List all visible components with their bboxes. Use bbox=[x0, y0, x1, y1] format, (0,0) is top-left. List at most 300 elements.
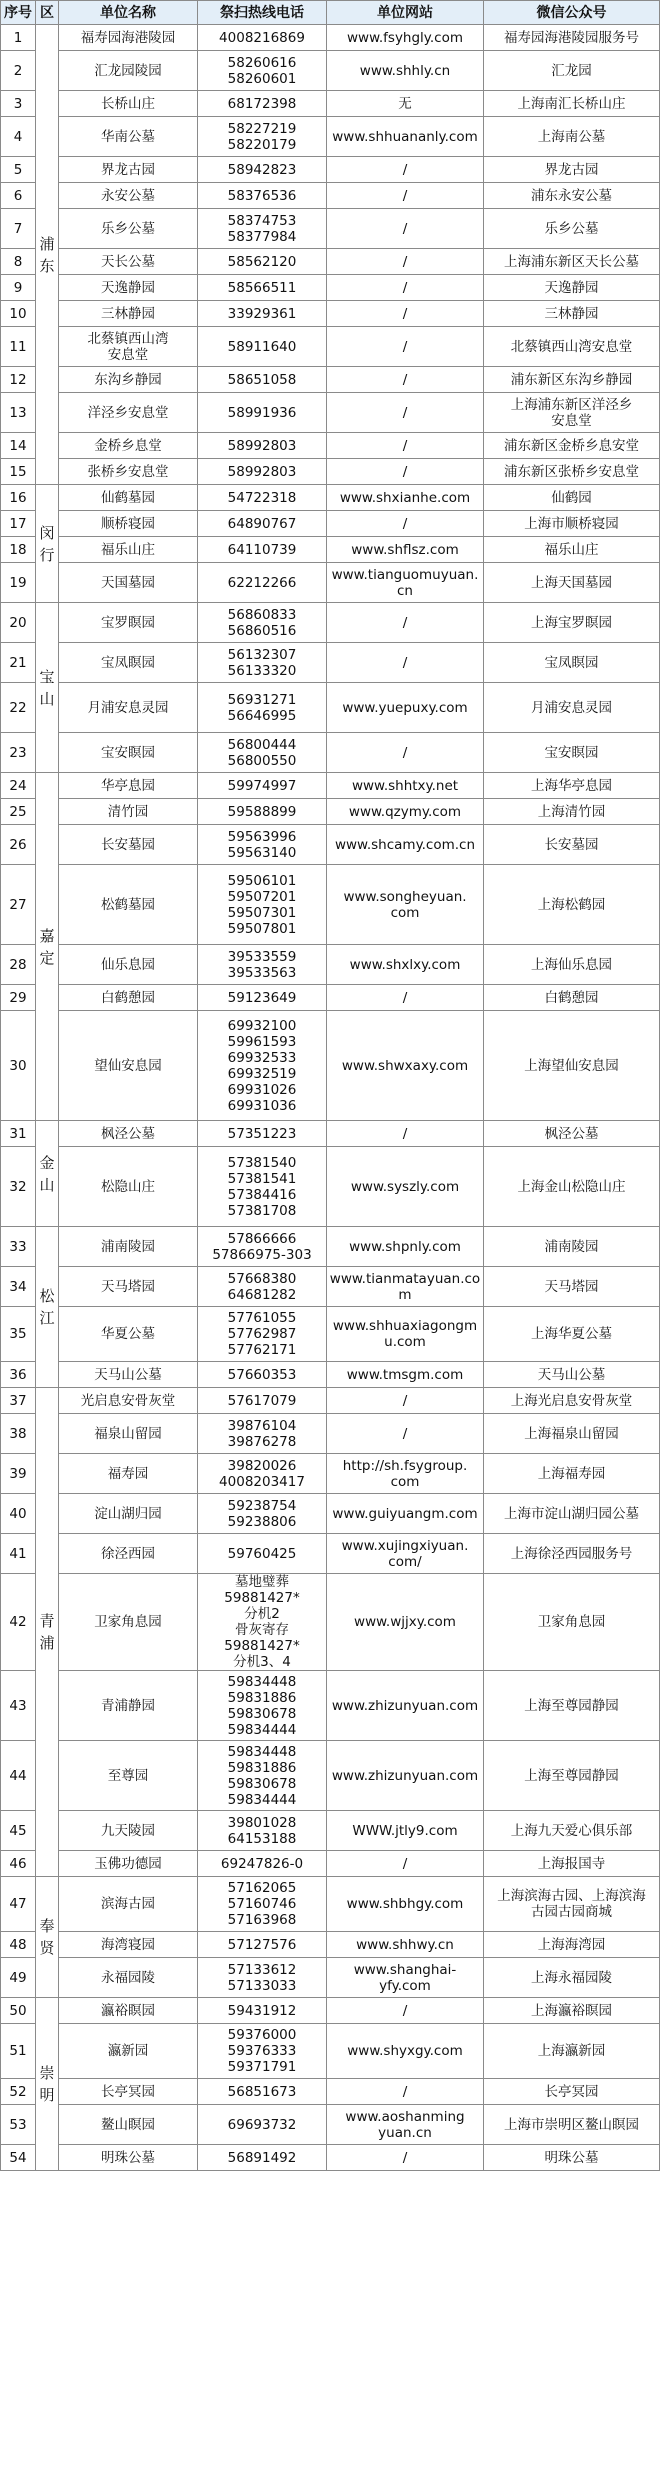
wechat-account: 上海浦东新区洋泾乡 安息堂 bbox=[484, 393, 660, 433]
unit-name: 至尊园 bbox=[59, 1741, 198, 1811]
table-row bbox=[1, 1388, 660, 1414]
unit-name: 北蔡镇西山湾 安息堂 bbox=[59, 327, 198, 367]
website: www.aoshanming yuan.cn bbox=[327, 2105, 484, 2145]
website: / bbox=[327, 985, 484, 1011]
website: / bbox=[327, 1121, 484, 1147]
website: / bbox=[327, 1414, 484, 1454]
wechat-account: 上海徐泾西园服务号 bbox=[484, 1534, 660, 1574]
wechat-account: 上海至尊园静园 bbox=[484, 1671, 660, 1741]
wechat-account: 上海南汇长桥山庄 bbox=[484, 91, 660, 117]
wechat-account: 福乐山庄 bbox=[484, 537, 660, 563]
row-number: 20 bbox=[1, 603, 36, 643]
row-number: 47 bbox=[1, 1877, 36, 1932]
hotline-phone: 58227219 58220179 bbox=[198, 117, 327, 157]
hotline-phone: 57660353 bbox=[198, 1362, 327, 1388]
table-row bbox=[1, 1362, 660, 1388]
row-number: 17 bbox=[1, 511, 36, 537]
unit-name: 白鹤憩园 bbox=[59, 985, 198, 1011]
hotline-phone: 56891492 bbox=[198, 2145, 327, 2171]
unit-name: 光启息安骨灰堂 bbox=[59, 1388, 198, 1414]
row-number: 11 bbox=[1, 327, 36, 367]
hotline-phone: 59834448 59831886 59830678 59834444 bbox=[198, 1671, 327, 1741]
hotline-phone: 69932100 59961593 69932533 69932519 69931026 69931036 bbox=[198, 1011, 327, 1121]
hotline-phone: 59588899 bbox=[198, 799, 327, 825]
website: / bbox=[327, 459, 484, 485]
unit-name: 仙鹤墓园 bbox=[59, 485, 198, 511]
unit-name: 卫家角息园 bbox=[59, 1574, 198, 1671]
website: / bbox=[327, 183, 484, 209]
unit-name: 三林静园 bbox=[59, 301, 198, 327]
table-body bbox=[1, 25, 660, 2171]
unit-name: 福寿园海港陵园 bbox=[59, 25, 198, 51]
hotline-phone: 59834448 59831886 59830678 59834444 bbox=[198, 1741, 327, 1811]
hotline-phone: 58942823 bbox=[198, 157, 327, 183]
row-number: 31 bbox=[1, 1121, 36, 1147]
row-number: 54 bbox=[1, 2145, 36, 2171]
hotline-phone: 59376000 59376333 59371791 bbox=[198, 2024, 327, 2079]
hotline-phone: 57668380 64681282 bbox=[198, 1267, 327, 1307]
row-number: 14 bbox=[1, 433, 36, 459]
website: www.shpnly.com bbox=[327, 1227, 484, 1267]
wechat-account: 仙鹤园 bbox=[484, 485, 660, 511]
hotline-phone: 54722318 bbox=[198, 485, 327, 511]
row-number: 8 bbox=[1, 249, 36, 275]
wechat-account: 上海至尊园静园 bbox=[484, 1741, 660, 1811]
wechat-account: 乐乡公墓 bbox=[484, 209, 660, 249]
website: www.shanghai- yfy.com bbox=[327, 1958, 484, 1998]
unit-name: 福寿园 bbox=[59, 1454, 198, 1494]
website: www.shhtxy.net bbox=[327, 773, 484, 799]
unit-name: 天长公墓 bbox=[59, 249, 198, 275]
wechat-account: 浦东新区张桥乡安息堂 bbox=[484, 459, 660, 485]
wechat-account: 宝安瞑园 bbox=[484, 733, 660, 773]
hotline-phone: 57381540 57381541 57384416 57381708 bbox=[198, 1147, 327, 1227]
row-number: 26 bbox=[1, 825, 36, 865]
hotline-phone: 59974997 bbox=[198, 773, 327, 799]
table-row bbox=[1, 1851, 660, 1877]
unit-name: 顺桥寝园 bbox=[59, 511, 198, 537]
unit-name: 天逸静园 bbox=[59, 275, 198, 301]
wechat-account: 上海金山松隐山庄 bbox=[484, 1147, 660, 1227]
website: / bbox=[327, 157, 484, 183]
table-row bbox=[1, 1227, 660, 1267]
unit-name: 天马山公墓 bbox=[59, 1362, 198, 1388]
header-no: 序号 bbox=[1, 1, 36, 25]
district-cell: 奉 贤 bbox=[36, 1877, 59, 1998]
hotline-phone: 39801028 64153188 bbox=[198, 1811, 327, 1851]
table-row bbox=[1, 945, 660, 985]
unit-name: 华夏公墓 bbox=[59, 1307, 198, 1362]
row-number: 9 bbox=[1, 275, 36, 301]
row-number: 42 bbox=[1, 1574, 36, 1671]
unit-name: 洋泾乡安息堂 bbox=[59, 393, 198, 433]
website: www.fsyhgly.com bbox=[327, 25, 484, 51]
unit-name: 乐乡公墓 bbox=[59, 209, 198, 249]
row-number: 46 bbox=[1, 1851, 36, 1877]
district-cell: 浦 东 bbox=[36, 25, 59, 485]
hotline-phone: 58562120 bbox=[198, 249, 327, 275]
website: www.xujingxiyuan. com/ bbox=[327, 1534, 484, 1574]
website: www.guiyuangm.com bbox=[327, 1494, 484, 1534]
website: / bbox=[327, 2145, 484, 2171]
unit-name: 瀛新园 bbox=[59, 2024, 198, 2079]
hotline-phone: 56860833 56860516 bbox=[198, 603, 327, 643]
row-number: 51 bbox=[1, 2024, 36, 2079]
website: / bbox=[327, 367, 484, 393]
row-number: 3 bbox=[1, 91, 36, 117]
website: www.shhuaxiagongm u.com bbox=[327, 1307, 484, 1362]
hotline-phone: 39820026 4008203417 bbox=[198, 1454, 327, 1494]
website: www.shhly.cn bbox=[327, 51, 484, 91]
wechat-account: 卫家角息园 bbox=[484, 1574, 660, 1671]
website: www.shyxgy.com bbox=[327, 2024, 484, 2079]
wechat-account: 长安墓园 bbox=[484, 825, 660, 865]
wechat-account: 浦东新区东沟乡静园 bbox=[484, 367, 660, 393]
table-row bbox=[1, 1121, 660, 1147]
row-number: 15 bbox=[1, 459, 36, 485]
table-row bbox=[1, 275, 660, 301]
hotline-phone: 58376536 bbox=[198, 183, 327, 209]
table-row bbox=[1, 563, 660, 603]
wechat-account: 上海松鹤园 bbox=[484, 865, 660, 945]
website: / bbox=[327, 301, 484, 327]
row-number: 28 bbox=[1, 945, 36, 985]
table-row bbox=[1, 1454, 660, 1494]
hotline-phone: 57617079 bbox=[198, 1388, 327, 1414]
table-row bbox=[1, 603, 660, 643]
hotline-phone: 56132307 56133320 bbox=[198, 643, 327, 683]
website: www.shcamy.com.cn bbox=[327, 825, 484, 865]
wechat-account: 上海华亭息园 bbox=[484, 773, 660, 799]
unit-name: 金桥乡息堂 bbox=[59, 433, 198, 459]
website: www.shhuananly.com bbox=[327, 117, 484, 157]
row-number: 13 bbox=[1, 393, 36, 433]
row-number: 50 bbox=[1, 1998, 36, 2024]
hotline-phone: 59760425 bbox=[198, 1534, 327, 1574]
row-number: 12 bbox=[1, 367, 36, 393]
unit-name: 瀛裕瞑园 bbox=[59, 1998, 198, 2024]
header-wechat: 微信公众号 bbox=[484, 1, 660, 25]
row-number: 39 bbox=[1, 1454, 36, 1494]
hotline-phone: 69693732 bbox=[198, 2105, 327, 2145]
unit-name: 青浦静园 bbox=[59, 1671, 198, 1741]
unit-name: 枫泾公墓 bbox=[59, 1121, 198, 1147]
wechat-account: 上海永福园陵 bbox=[484, 1958, 660, 1998]
hotline-phone: 59238754 59238806 bbox=[198, 1494, 327, 1534]
website: www.zhizunyuan.com bbox=[327, 1741, 484, 1811]
wechat-account: 上海清竹园 bbox=[484, 799, 660, 825]
hotline-phone: 58260616 58260601 bbox=[198, 51, 327, 91]
hotline-phone: 59563996 59563140 bbox=[198, 825, 327, 865]
wechat-account: 月浦安息灵园 bbox=[484, 683, 660, 733]
row-number: 22 bbox=[1, 683, 36, 733]
row-number: 10 bbox=[1, 301, 36, 327]
row-number: 16 bbox=[1, 485, 36, 511]
unit-name: 鳌山瞑园 bbox=[59, 2105, 198, 2145]
hotline-phone: 57351223 bbox=[198, 1121, 327, 1147]
row-number: 23 bbox=[1, 733, 36, 773]
wechat-account: 上海望仙安息园 bbox=[484, 1011, 660, 1121]
unit-name: 天马塔园 bbox=[59, 1267, 198, 1307]
unit-name: 明珠公墓 bbox=[59, 2145, 198, 2171]
website: www.qzymy.com bbox=[327, 799, 484, 825]
row-number: 18 bbox=[1, 537, 36, 563]
hotline-phone: 58566511 bbox=[198, 275, 327, 301]
hotline-phone: 33929361 bbox=[198, 301, 327, 327]
website: www.shxlxy.com bbox=[327, 945, 484, 985]
hotline-phone: 57866666 57866975-303 bbox=[198, 1227, 327, 1267]
unit-name: 松鹤墓园 bbox=[59, 865, 198, 945]
hotline-phone: 64110739 bbox=[198, 537, 327, 563]
row-number: 36 bbox=[1, 1362, 36, 1388]
table-row bbox=[1, 799, 660, 825]
table-row bbox=[1, 249, 660, 275]
row-number: 32 bbox=[1, 1147, 36, 1227]
hotline-phone: 58374753 58377984 bbox=[198, 209, 327, 249]
table-row bbox=[1, 2024, 660, 2079]
website: / bbox=[327, 249, 484, 275]
hotline-phone: 39876104 39876278 bbox=[198, 1414, 327, 1454]
table-row bbox=[1, 1147, 660, 1227]
unit-name: 汇龙园陵园 bbox=[59, 51, 198, 91]
website: www.shflsz.com bbox=[327, 537, 484, 563]
table-row bbox=[1, 511, 660, 537]
wechat-account: 上海滨海古园、上海滨海 古园古园商城 bbox=[484, 1877, 660, 1932]
hotline-phone: 68172398 bbox=[198, 91, 327, 117]
wechat-account: 上海报国寺 bbox=[484, 1851, 660, 1877]
table-row bbox=[1, 91, 660, 117]
row-number: 19 bbox=[1, 563, 36, 603]
table-row bbox=[1, 117, 660, 157]
wechat-account: 上海华夏公墓 bbox=[484, 1307, 660, 1362]
table-row bbox=[1, 733, 660, 773]
district-cell: 嘉 定 bbox=[36, 773, 59, 1121]
wechat-account: 浦东永安公墓 bbox=[484, 183, 660, 209]
wechat-account: 天马塔园 bbox=[484, 1267, 660, 1307]
table-row bbox=[1, 1932, 660, 1958]
website: www.tianmatayuan.co m bbox=[327, 1267, 484, 1307]
unit-name: 永安公墓 bbox=[59, 183, 198, 209]
row-number: 38 bbox=[1, 1414, 36, 1454]
table-row bbox=[1, 157, 660, 183]
district-cell: 崇 明 bbox=[36, 1998, 59, 2171]
row-number: 34 bbox=[1, 1267, 36, 1307]
website: / bbox=[327, 433, 484, 459]
table-row bbox=[1, 393, 660, 433]
wechat-account: 枫泾公墓 bbox=[484, 1121, 660, 1147]
hotline-phone: 58911640 bbox=[198, 327, 327, 367]
hotline-phone: 62212266 bbox=[198, 563, 327, 603]
wechat-account: 上海浦东新区天长公墓 bbox=[484, 249, 660, 275]
hotline-phone: 57761055 57762987 57762171 bbox=[198, 1307, 327, 1362]
district-cell: 金 山 bbox=[36, 1121, 59, 1227]
unit-name: 玉佛功德园 bbox=[59, 1851, 198, 1877]
website: / bbox=[327, 209, 484, 249]
unit-name: 宝罗瞑园 bbox=[59, 603, 198, 643]
unit-name: 福乐山庄 bbox=[59, 537, 198, 563]
unit-name: 滨海古园 bbox=[59, 1877, 198, 1932]
website: / bbox=[327, 1851, 484, 1877]
hotline-phone: 64890767 bbox=[198, 511, 327, 537]
unit-name: 徐泾西园 bbox=[59, 1534, 198, 1574]
hotline-phone: 56800444 56800550 bbox=[198, 733, 327, 773]
hotline-phone: 4008216869 bbox=[198, 25, 327, 51]
hotline-phone: 56931271 56646995 bbox=[198, 683, 327, 733]
row-number: 7 bbox=[1, 209, 36, 249]
wechat-account: 上海市顺桥寝园 bbox=[484, 511, 660, 537]
wechat-account: 三林静园 bbox=[484, 301, 660, 327]
table-row bbox=[1, 327, 660, 367]
district-cell: 青 浦 bbox=[36, 1388, 59, 1877]
wechat-account: 上海瀛裕瞑园 bbox=[484, 1998, 660, 2024]
row-number: 53 bbox=[1, 2105, 36, 2145]
hotline-phone: 56851673 bbox=[198, 2079, 327, 2105]
row-number: 37 bbox=[1, 1388, 36, 1414]
table-row bbox=[1, 1534, 660, 1574]
wechat-account: 上海南公墓 bbox=[484, 117, 660, 157]
district-cell: 闵 行 bbox=[36, 485, 59, 603]
wechat-account: 明珠公墓 bbox=[484, 2145, 660, 2171]
row-number: 41 bbox=[1, 1534, 36, 1574]
wechat-account: 上海福寿园 bbox=[484, 1454, 660, 1494]
website: / bbox=[327, 733, 484, 773]
unit-name: 九天陵园 bbox=[59, 1811, 198, 1851]
hotline-phone: 58651058 bbox=[198, 367, 327, 393]
table-row bbox=[1, 1877, 660, 1932]
header-name: 单位名称 bbox=[59, 1, 198, 25]
website: www.zhizunyuan.com bbox=[327, 1671, 484, 1741]
table-row bbox=[1, 1998, 660, 2024]
unit-name: 华亭息园 bbox=[59, 773, 198, 799]
table-row bbox=[1, 643, 660, 683]
header-row bbox=[1, 1, 660, 25]
table-row bbox=[1, 865, 660, 945]
unit-name: 宝安瞑园 bbox=[59, 733, 198, 773]
website: / bbox=[327, 275, 484, 301]
unit-name: 长桥山庄 bbox=[59, 91, 198, 117]
unit-name: 松隐山庄 bbox=[59, 1147, 198, 1227]
wechat-account: 界龙古园 bbox=[484, 157, 660, 183]
website: www.wjjxy.com bbox=[327, 1574, 484, 1671]
website: www.tmsgm.com bbox=[327, 1362, 484, 1388]
hotline-phone: 57133612 57133033 bbox=[198, 1958, 327, 1998]
website: www.shbhgy.com bbox=[327, 1877, 484, 1932]
unit-name: 浦南陵园 bbox=[59, 1227, 198, 1267]
row-number: 29 bbox=[1, 985, 36, 1011]
table-row bbox=[1, 2079, 660, 2105]
wechat-account: 天逸静园 bbox=[484, 275, 660, 301]
row-number: 5 bbox=[1, 157, 36, 183]
unit-name: 永福园陵 bbox=[59, 1958, 198, 1998]
wechat-account: 浦东新区金桥乡息安堂 bbox=[484, 433, 660, 459]
wechat-account: 上海九天爱心俱乐部 bbox=[484, 1811, 660, 1851]
wechat-account: 天马山公墓 bbox=[484, 1362, 660, 1388]
unit-name: 仙乐息园 bbox=[59, 945, 198, 985]
website: / bbox=[327, 643, 484, 683]
row-number: 43 bbox=[1, 1671, 36, 1741]
district-cell: 宝 山 bbox=[36, 603, 59, 773]
district-cell: 松 江 bbox=[36, 1227, 59, 1388]
wechat-account: 长亭冥园 bbox=[484, 2079, 660, 2105]
unit-name: 淀山湖归园 bbox=[59, 1494, 198, 1534]
website: WWW.jtly9.com bbox=[327, 1811, 484, 1851]
unit-name: 东沟乡静园 bbox=[59, 367, 198, 393]
website: / bbox=[327, 1388, 484, 1414]
website: www.songheyuan. com bbox=[327, 865, 484, 945]
table-row bbox=[1, 367, 660, 393]
website: www.tianguomuyuan. cn bbox=[327, 563, 484, 603]
table-row bbox=[1, 459, 660, 485]
wechat-account: 浦南陵园 bbox=[484, 1227, 660, 1267]
table-row bbox=[1, 1741, 660, 1811]
website: 无 bbox=[327, 91, 484, 117]
table-row bbox=[1, 683, 660, 733]
table-row bbox=[1, 433, 660, 459]
row-number: 44 bbox=[1, 1741, 36, 1811]
table-row bbox=[1, 773, 660, 799]
wechat-account: 上海仙乐息园 bbox=[484, 945, 660, 985]
website: / bbox=[327, 393, 484, 433]
unit-name: 月浦安息灵园 bbox=[59, 683, 198, 733]
table-row bbox=[1, 1307, 660, 1362]
wechat-account: 上海天国墓园 bbox=[484, 563, 660, 603]
website: www.shxianhe.com bbox=[327, 485, 484, 511]
website: / bbox=[327, 511, 484, 537]
table-row bbox=[1, 1958, 660, 1998]
row-number: 27 bbox=[1, 865, 36, 945]
row-number: 52 bbox=[1, 2079, 36, 2105]
row-number: 49 bbox=[1, 1958, 36, 1998]
unit-name: 福泉山留园 bbox=[59, 1414, 198, 1454]
row-number: 40 bbox=[1, 1494, 36, 1534]
row-number: 1 bbox=[1, 25, 36, 51]
table-row bbox=[1, 51, 660, 91]
unit-name: 长亭冥园 bbox=[59, 2079, 198, 2105]
hotline-phone: 58992803 bbox=[198, 459, 327, 485]
hotline-phone: 59431912 bbox=[198, 1998, 327, 2024]
wechat-account: 上海光启息安骨灰堂 bbox=[484, 1388, 660, 1414]
table-row bbox=[1, 985, 660, 1011]
hotline-phone: 39533559 39533563 bbox=[198, 945, 327, 985]
table-row bbox=[1, 2105, 660, 2145]
table-row bbox=[1, 825, 660, 865]
wechat-account: 汇龙园 bbox=[484, 51, 660, 91]
row-number: 45 bbox=[1, 1811, 36, 1851]
unit-name: 宝凤瞑园 bbox=[59, 643, 198, 683]
unit-name: 天国墓园 bbox=[59, 563, 198, 603]
unit-name: 张桥乡安息堂 bbox=[59, 459, 198, 485]
table-row bbox=[1, 301, 660, 327]
header-district: 区 bbox=[36, 1, 59, 25]
table-row bbox=[1, 1011, 660, 1121]
website: www.yuepuxy.com bbox=[327, 683, 484, 733]
row-number: 48 bbox=[1, 1932, 36, 1958]
row-number: 24 bbox=[1, 773, 36, 799]
website: / bbox=[327, 2079, 484, 2105]
wechat-account: 上海海湾园 bbox=[484, 1932, 660, 1958]
website: http://sh.fsygroup. com bbox=[327, 1454, 484, 1494]
table-row bbox=[1, 1267, 660, 1307]
row-number: 35 bbox=[1, 1307, 36, 1362]
website: www.shhwy.cn bbox=[327, 1932, 484, 1958]
table-row bbox=[1, 537, 660, 563]
hotline-phone: 墓地璧葬59881427* 分机2 骨灰寄存59881427* 分机3、4 bbox=[198, 1574, 327, 1671]
header-website: 单位网站 bbox=[327, 1, 484, 25]
unit-name: 清竹园 bbox=[59, 799, 198, 825]
unit-name: 海湾寝园 bbox=[59, 1932, 198, 1958]
table-row bbox=[1, 209, 660, 249]
website: www.shwxaxy.com bbox=[327, 1011, 484, 1121]
